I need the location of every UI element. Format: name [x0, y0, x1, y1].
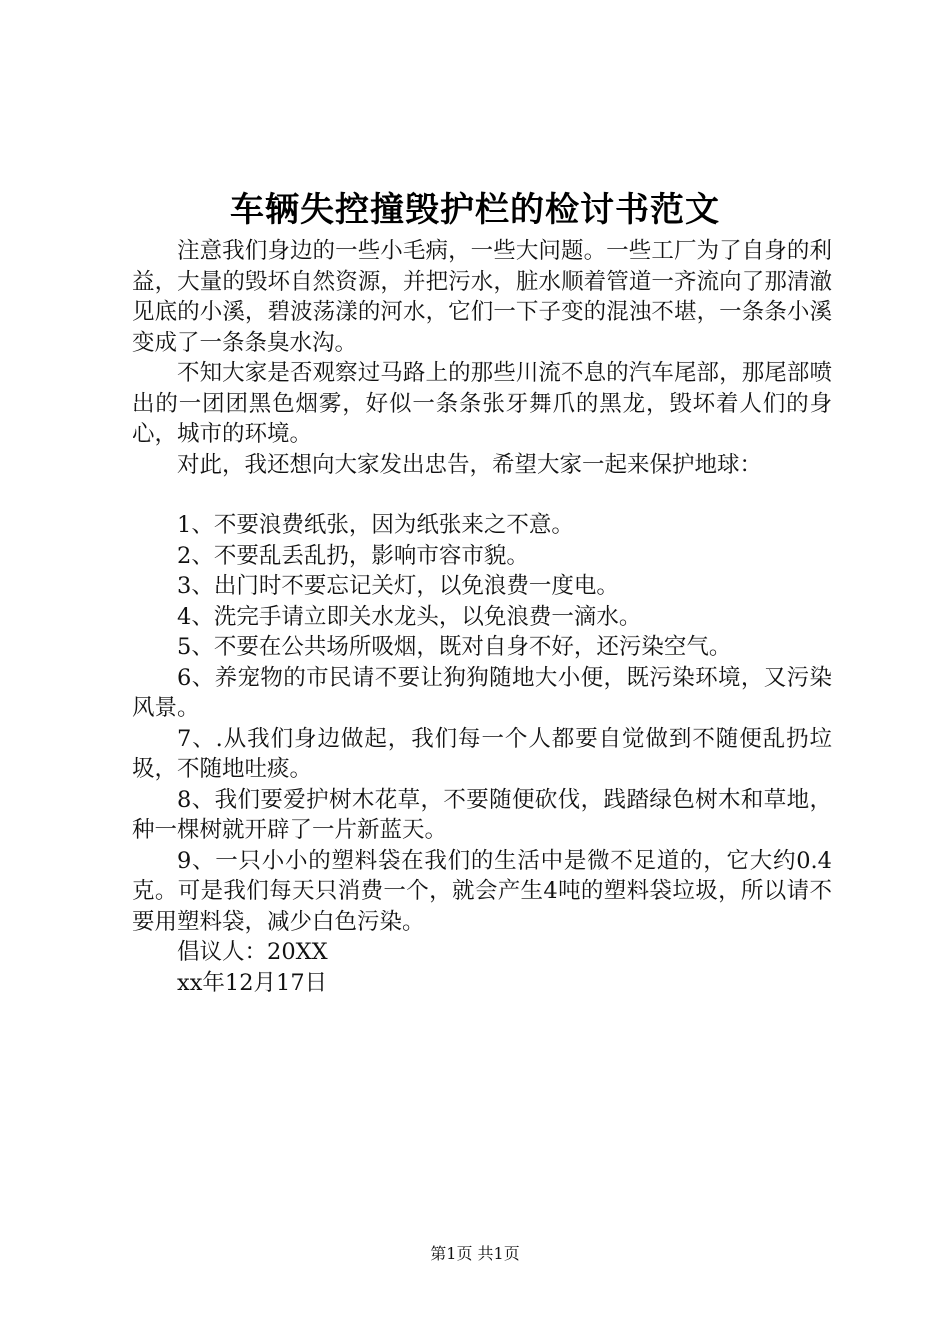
list-item-7: 7、.从我们身边做起，我们每一个人都要自觉做到不随便乱扔垃圾，不随地吐痰。: [132, 725, 832, 782]
list-item-1: 1、不要浪费纸张，因为纸张来之不意。: [177, 512, 574, 538]
list-item-3: 3、出门时不要忘记关灯，以免浪费一度电。: [177, 573, 619, 599]
list-item-6: 6、养宠物的市民请不要让狗狗随地大小便，既污染环境，又污染风景。: [132, 664, 832, 721]
signature: 倡议人：20XX: [177, 939, 328, 965]
document-title: 车辆失控撞毁护栏的检讨书范文: [230, 190, 720, 230]
paragraph-1: 注意我们身边的一些小毛病，一些大问题。一些工厂为了自身的利益，大量的毁坏自然资源，并把污水，脏水顺着管道一齐流向了那清澈见底的小溪，碧波荡漾的河水，它们一下子变的混浊不堪，一条条小溪变成了一条条臭水沟。: [132, 238, 832, 356]
paragraph-2: 不知大家是否观察过马路上的那些川流不息的汽车尾部，那尾部喷出的一团团黑色烟雾，好似一条条张牙舞爪的黑龙，毁坏着人们的身心，城市的环境。: [132, 360, 832, 447]
list-item-9: 9、一只小小的塑料袋在我们的生活中是微不足道的，它大约0.4克。可是我们每天只消费一个，就会产生4吨的塑料袋垃圾，所以请不要用塑料袋，减少白色污染。: [132, 847, 832, 935]
list-item-8: 8、我们要爱护树木花草，不要随便砍伐，践踏绿色树木和草地，种一棵树就开辟了一片新蓝天。: [132, 786, 832, 843]
page-footer: 第1页 共1页: [430, 1244, 520, 1263]
paragraph-3: 对此，我还想向大家发出忠告，希望大家一起来保护地球：: [177, 451, 763, 478]
list-item-4: 4、洗完手请立即关水龙头，以免浪费一滴水。: [177, 603, 642, 630]
document-body: [132, 236, 832, 998]
paragraph-gap: [132, 480, 832, 510]
list-item-2: 2、不要乱丢乱扔，影响市容市貌。: [177, 542, 529, 569]
date: xx年12月17日: [177, 969, 328, 996]
list-item-5: 5、不要在公共场所吸烟，既对自身不好，还污染空气。: [177, 634, 732, 660]
